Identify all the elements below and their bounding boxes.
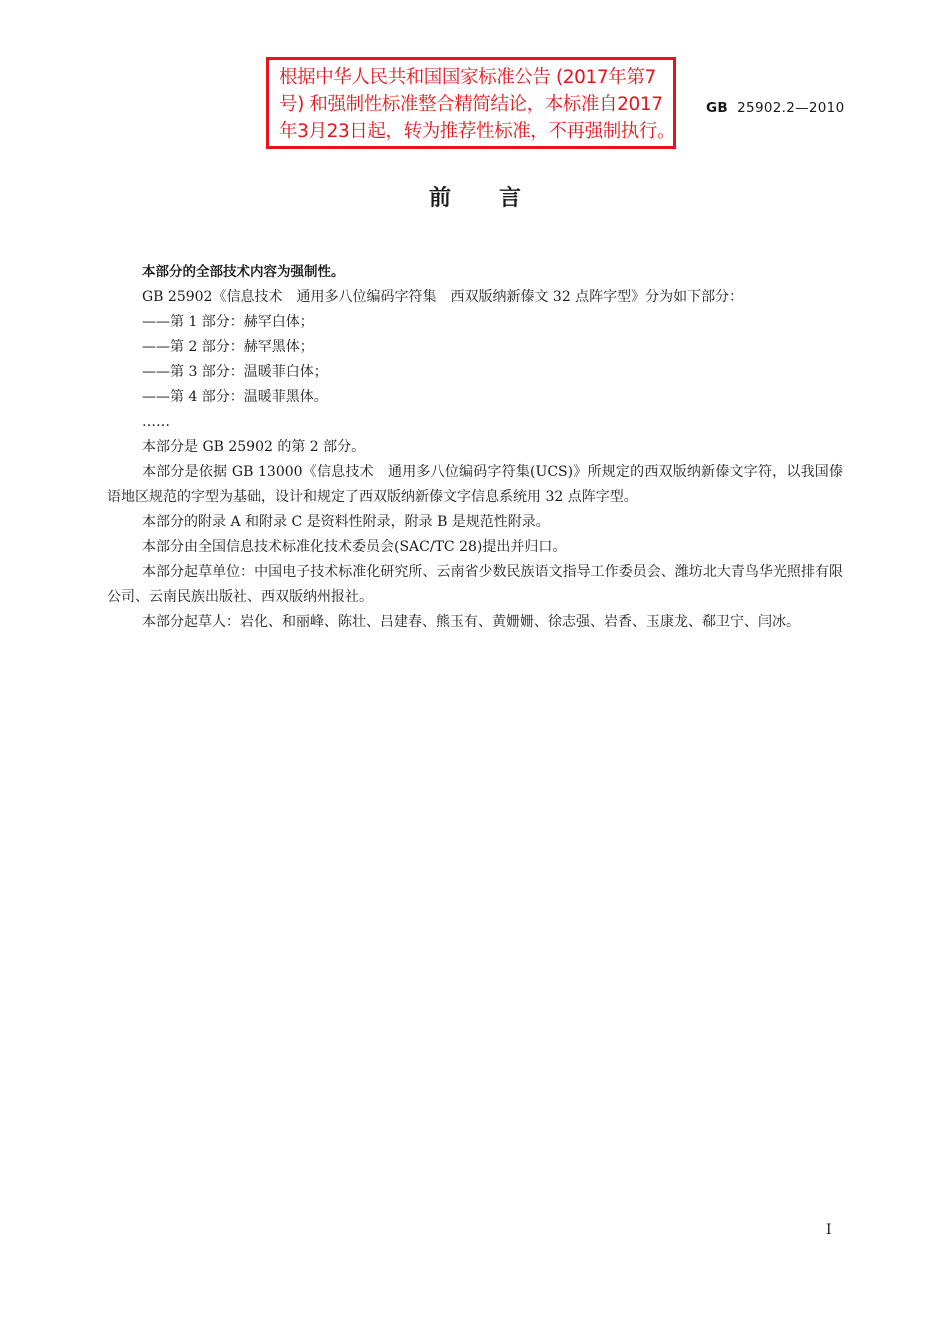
notice-line: 年3月23日起，转为推荐性标准，不再强制执行。	[279, 121, 676, 142]
proposer-paragraph: 本部分由全国信息技术标准化技术委员会(SAC/TC 28)提出并归口。	[142, 539, 567, 555]
this-part-statement: 本部分是 GB 25902 的第 2 部分。	[142, 439, 366, 455]
part-list-item: ——第 3 部分：温暖菲白体；	[142, 364, 328, 380]
notice-line: 根据中华人民共和国国家标准公告 (2017年第7	[279, 67, 656, 88]
part-list-item: ——第 4 部分：温暖菲黑体。	[142, 389, 328, 405]
notice-line: 号) 和强制性标准整合精简结论，本标准自2017	[279, 94, 663, 115]
page-number: I	[826, 1222, 832, 1238]
foreword-body	[107, 260, 843, 635]
drafting-units-paragraph: 本部分起草单位：中国电子技术标准化研究所、云南省少数民族语文指导工作委员会、潍坊北大青鸟华光照排有限公司、云南民族出版社、西双版纳州报社。	[107, 564, 843, 605]
page-title: 前言	[428, 186, 569, 211]
standard-prefix: GB	[706, 100, 728, 116]
mandatory-statement: 本部分的全部技术内容为强制性。	[142, 264, 345, 280]
drafters-paragraph: 本部分起草人：岩化、和丽峰、陈壮、吕建春、熊玉有、黄姗姗、徐志强、岩香、玉康龙、郗卫宁、闫冰。	[142, 614, 800, 630]
standard-number	[706, 100, 844, 116]
structure-intro: GB 25902《信息技术 通用多八位编码字符集 西双版纳新傣文 32 点阵字型》分为如下部分：	[142, 289, 744, 305]
part-list-item: ——第 1 部分：赫罕白体；	[142, 314, 314, 330]
list-ellipsis: ……	[142, 414, 170, 430]
standard-code: 25902.2—2010	[737, 100, 845, 116]
abolition-notice	[266, 57, 676, 149]
basis-paragraph: 本部分是依据 GB 13000《信息技术 通用多八位编码字符集(UCS)》所规定的西双版纳新傣文字符，以我国傣语地区规范的字型为基础，设计和规定了西双版纳新傣文字信息系统用 32 点阵字型。	[107, 464, 843, 505]
annex-paragraph: 本部分的附录 A 和附录 C 是资料性附录，附录 B 是规范性附录。	[142, 514, 550, 530]
part-list-item: ——第 2 部分：赫罕黑体；	[142, 339, 314, 355]
